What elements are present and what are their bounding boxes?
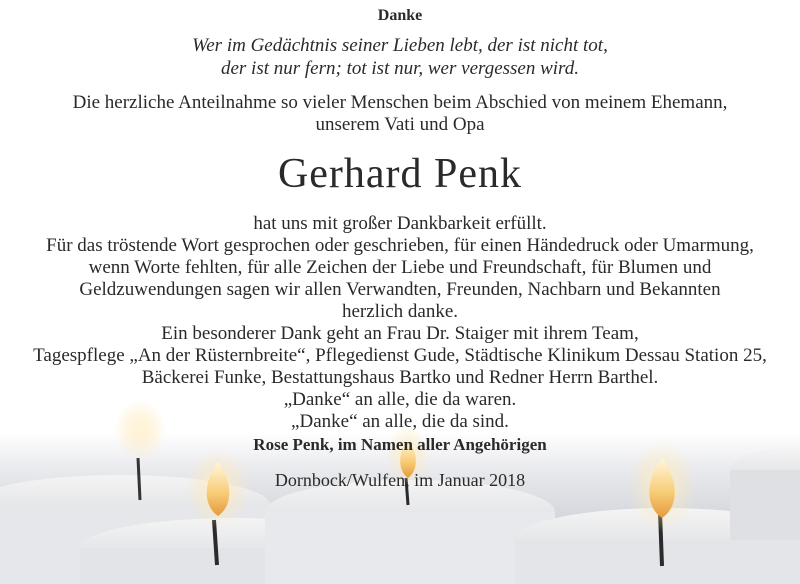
- signature: Rose Penk, im Namen aller Angehörigen: [253, 435, 547, 454]
- body-line-9: „Danke“ an alle, die da waren.: [283, 389, 517, 410]
- intro-line-1: Die herzliche Anteilnahme so vieler Menschen beim Abschied von meinem Ehemann,: [72, 92, 728, 113]
- deceased-name: Gerhard Penk: [277, 151, 523, 197]
- body-line-1: hat uns mit großer Dankbarkeit erfüllt.: [253, 213, 547, 234]
- body-line-10: „Danke“ an alle, die da sind.: [291, 411, 509, 432]
- body-line-2: Für das tröstende Wort gesprochen oder geschrieben, für einen Händedruck oder Umarmung,: [46, 235, 754, 256]
- body-line-3: wenn Worte fehlten, für alle Zeichen der Liebe und Freundschaft, für Blumen und: [88, 257, 712, 278]
- intro-line-2: unserem Vati und Opa: [315, 114, 485, 135]
- body-line-4: Geldzuwendungen sagen wir allen Verwandten, Freunden, Nachbarn und Bekannten: [79, 279, 721, 300]
- place-date: Dornbock/Wulfen, im Januar 2018: [274, 470, 526, 490]
- body-line-7: Tagespflege „An der Rüsternbreite“, Pflegedienst Gude, Städtische Klinikum Dessau Station 25,: [33, 345, 767, 366]
- poem-line-1: Wer im Gedächtnis seiner Lieben lebt, der ist nicht tot,: [192, 35, 608, 56]
- candle-far-right: [730, 448, 800, 540]
- body-line-5: herzlich danke.: [341, 301, 459, 322]
- body-line-6: Ein besonderer Dank geht an Frau Dr. Staiger mit ihrem Team,: [161, 323, 639, 344]
- heading: Danke: [377, 7, 423, 24]
- body-line-8: Bäckerei Funke, Bestattungshaus Bartko und Redner Herrn Barthel.: [141, 367, 659, 388]
- poem-line-2: der ist nur fern; tot ist nur, wer vergessen wird.: [220, 58, 579, 79]
